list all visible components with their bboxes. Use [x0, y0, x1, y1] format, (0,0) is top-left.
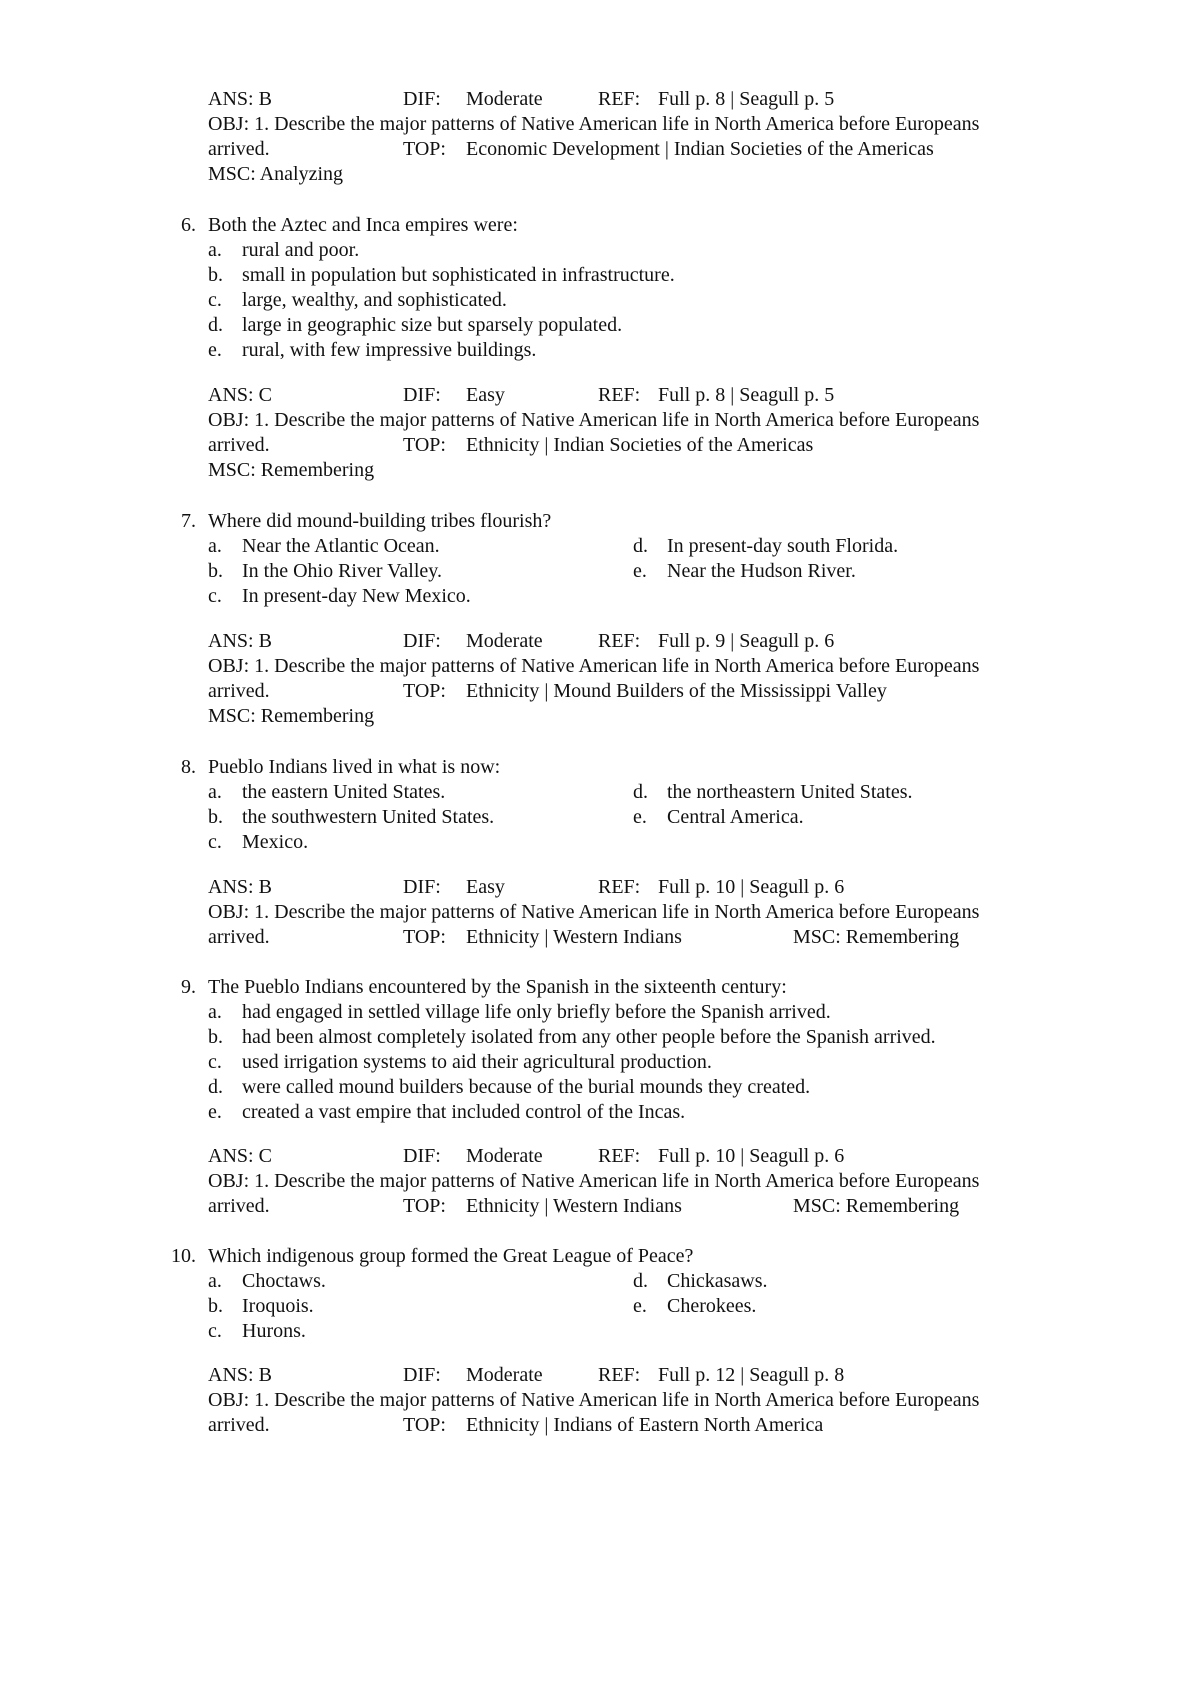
answer-line — [208, 86, 1108, 112]
arrived-text: arrived. — [208, 138, 270, 160]
question-number: 6. — [181, 214, 196, 236]
topic-line: arrived. TOP: Ethnicity | Western Indians MSC: Remembering — [208, 1195, 960, 1217]
answer-line: ANS: C DIF: Easy REF: Full p. 8 | Seagull p. 5 — [208, 384, 835, 406]
answer-line: ANS: C DIF: Moderate REF: Full p. 10 | Seagull p. 6 — [208, 1145, 845, 1167]
msc-line — [208, 161, 1108, 187]
difficulty-value: Moderate — [466, 88, 543, 110]
objective-line: OBJ: 1. Describe the major patterns of Native American life in North America before Europeans — [208, 1170, 980, 1192]
objective-line: OBJ: 1. Describe the major patterns of Native American life in North America before Europeans — [208, 901, 980, 923]
document-page: ANS: B DIF: Moderate REF: Full p. 8 | Seagull p. 5 OBJ: 1. Describe the major patterns of Native American life in North America before Europeans arrived. TOP: Economic Development | Indian Societies of the Americas MSC: Analyzing 6. Both the Aztec and Inca empires were: a. rural and poor. b. small in population but sophisticated in infrastructure. c. large, wealthy, and sophisticated. d. large in geographic size but sparsely populated. e. rural, with few impressive buildings. ANS: C DIF: Easy REF: Full p. 8 | Seagull p. 5 OBJ: 1. Describe the major patterns of Native American life in North America before Europeans arrived. TOP: Ethnicity | Indian Societies of the Americas MSC: Remembering 7. Where did mound-building tribes flourish? a. Near the Atlantic Ocean. b. In the Ohio River Valley. c. In present-day New Mexico. d. In present-day south Florida. e. Near the Hudson River. ANS: B DIF: Moderate REF: Full p. 9 | Seagull p. 6 OBJ: 1. Describe the major patterns of Native American life in North America before Europeans arrived. TOP: Ethnicity | Mound Builders of the Mississippi Valley MSC: Remembering 8. Pueblo Indians lived in what is now: a. the eastern United States. b. the southwestern United States. c. Mexico. d. the northeastern United States. e. Central America. ANS: B DIF: Easy REF: Full p. 10 | Seagull p. 6 OBJ: 1. Describe the major patterns of Native American life in North America before Europeans arrived. TOP: Ethnicity | Western Indians MSC: Remembering 9. The Pueblo Indians encountered by the Spanish in the sixteenth century: a. had engaged in settled village life only briefly before the Spanish arrived. b. had been almost completely isolated from any other people before the Spanish arrived. c. used irrigation systems to aid their agricultural production. d. were called mound builders because of the burial mounds they created. e. created a vast empire that included control of the Incas. ANS: C DIF: Moderate REF: Full p. 10 | Seagull p. 6 OBJ: 1. Describe the major patterns of Native American life in North America before Europeans arrived. TOP: Ethnicity | Western Indians MSC: Remembering 10. Which indigenous group formed the Great League of Peace? a. Choctaws. b. Iroquois. c. Hurons. d. Chickasaws. e. Cherokees. ANS: B DIF: Moderate REF: Full p. 12 | Seagull p. 8 OBJ: 1. Describe the major patterns of Native American life in North America before Europeans arrived. TOP: Ethnicity | Indians of Eastern North America — [0, 0, 1191, 1684]
answer-line: ANS: B DIF: Moderate REF: Full p. 9 | Seagull p. 6 — [208, 630, 835, 652]
objective-text: OBJ: 1. Describe the major patterns of Native American life in North America before Europeans — [208, 113, 980, 135]
objective-line — [208, 111, 1108, 137]
topic-value: Economic Development | Indian Societies of the Americas — [466, 138, 934, 160]
msc-line: MSC: Remembering — [208, 705, 375, 727]
objective-line: OBJ: 1. Describe the major patterns of Native American life in North America before Europeans — [208, 409, 980, 431]
topic-line: arrived. TOP: Ethnicity | Indians of Eastern North America — [208, 1414, 824, 1436]
topic-line: arrived. TOP: Ethnicity | Mound Builders of the Mississippi Valley — [208, 680, 887, 702]
answer-key: ANS: B — [208, 88, 272, 110]
topic-line: arrived. TOP: Ethnicity | Western Indians MSC: Remembering — [208, 926, 960, 948]
msc-text: MSC: Analyzing — [208, 163, 344, 185]
difficulty-label: DIF: — [403, 88, 441, 110]
question-text: Both the Aztec and Inca empires were: — [208, 214, 518, 236]
msc-line: MSC: Remembering — [208, 459, 375, 481]
answer-line: ANS: B DIF: Moderate REF: Full p. 12 | Seagull p. 8 — [208, 1364, 845, 1386]
objective-line: OBJ: 1. Describe the major patterns of Native American life in North America before Europeans — [208, 1389, 980, 1411]
reference-label: REF: — [598, 88, 641, 110]
reference-value: Full p. 8 | Seagull p. 5 — [658, 88, 835, 110]
topic-line — [208, 136, 1108, 162]
topic-line: arrived. TOP: Ethnicity | Indian Societies of the Americas — [208, 434, 814, 456]
objective-line: OBJ: 1. Describe the major patterns of Native American life in North America before Europeans — [208, 655, 980, 677]
topic-label: TOP: — [403, 138, 446, 160]
answer-line: ANS: B DIF: Easy REF: Full p. 10 | Seagull p. 6 — [208, 876, 845, 898]
